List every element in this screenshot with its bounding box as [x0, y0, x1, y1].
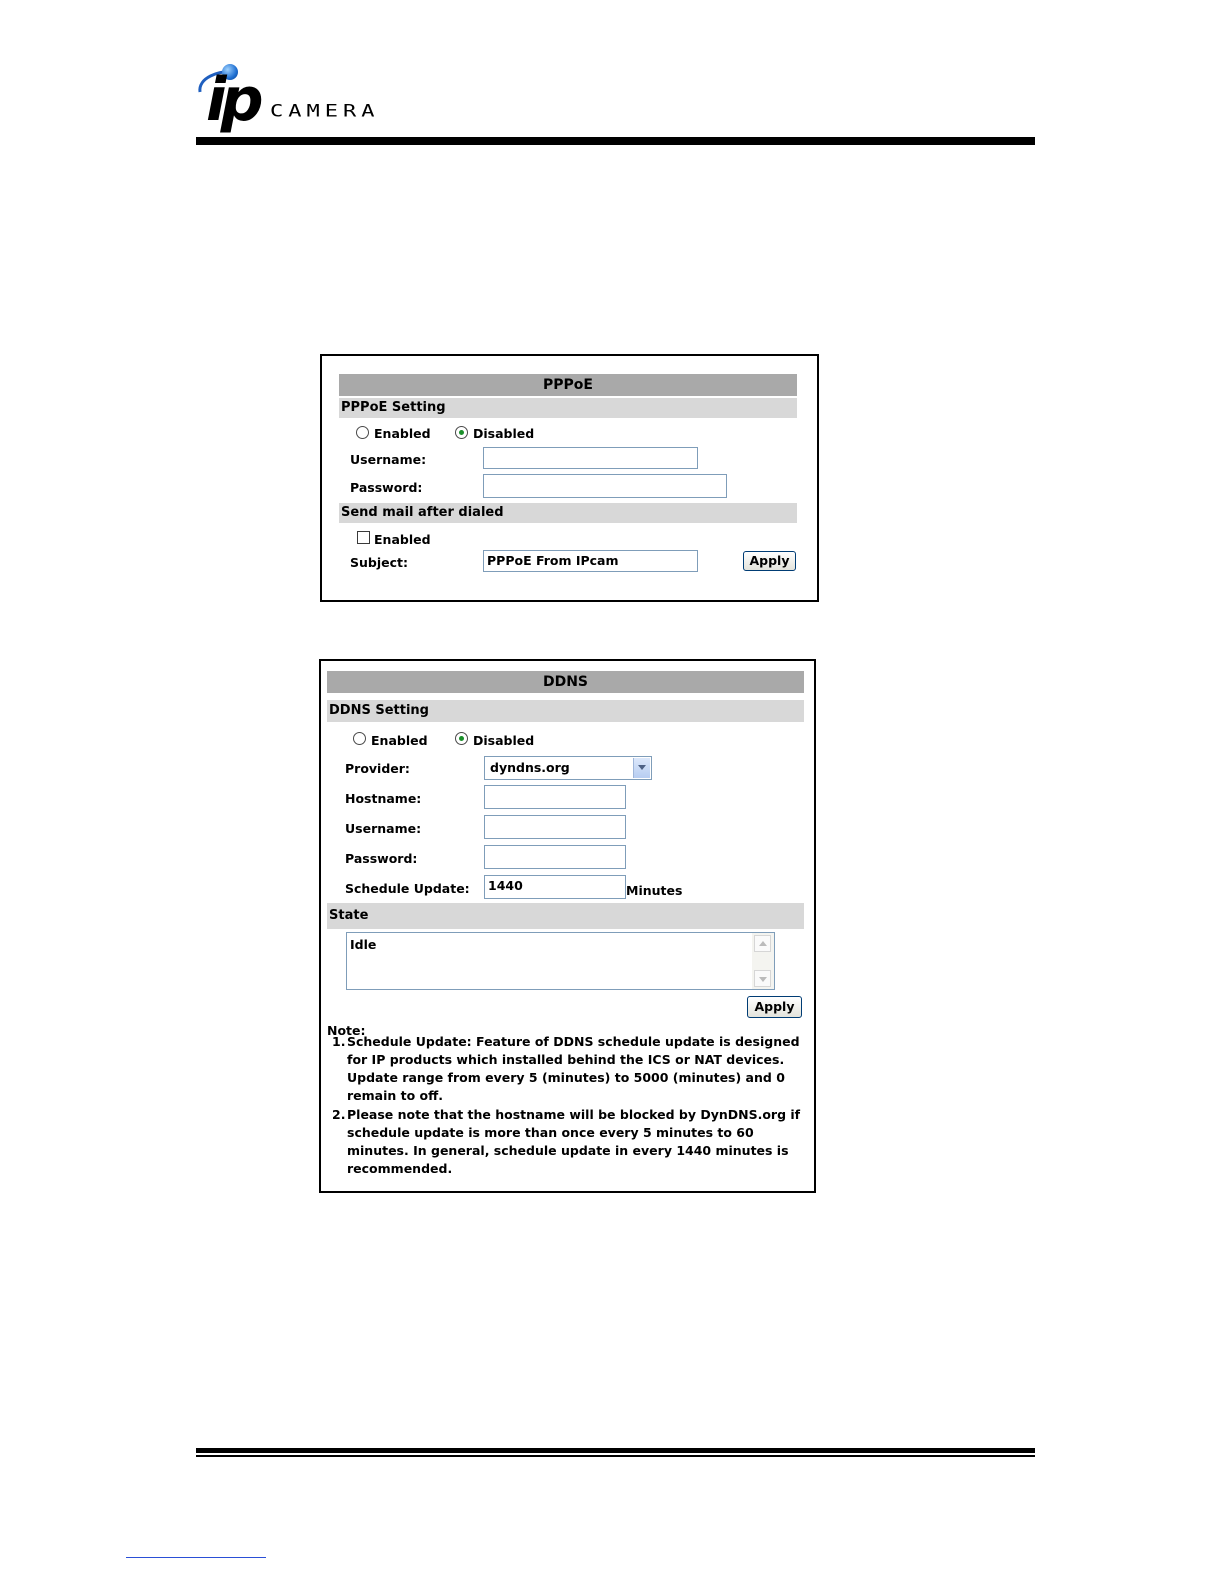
pppoe-password-input[interactable] [483, 474, 727, 498]
ddns-provider-label: Provider: [345, 761, 410, 776]
header-rule [196, 137, 1035, 145]
note-number: 2. [332, 1107, 346, 1122]
ddns-panel [319, 659, 816, 1193]
schedule-update-input[interactable]: 1440 [484, 875, 626, 899]
note-list [329, 1033, 807, 1179]
pppoe-disabled-label: Disabled [473, 426, 535, 441]
schedule-unit-label: Minutes [626, 883, 683, 898]
pppoe-subject-label: Subject: [350, 555, 408, 570]
ddns-enabled-radio[interactable] [353, 732, 366, 745]
pppoe-enabled-radio[interactable] [356, 426, 369, 439]
chevron-up-icon [759, 941, 767, 946]
mail-enabled-label: Enabled [374, 532, 431, 547]
ddns-hostname-input[interactable] [484, 785, 626, 809]
ddns-username-input[interactable] [484, 815, 626, 839]
scroll-up-button[interactable] [754, 935, 771, 952]
pppoe-username-input[interactable] [483, 447, 698, 469]
mail-enabled-checkbox[interactable] [357, 531, 370, 544]
ddns-state-header: State [327, 903, 804, 929]
ddns-enabled-label: Enabled [371, 733, 428, 748]
provider-select-value: dyndns.org [490, 760, 570, 775]
pppoe-apply-button[interactable]: Apply [743, 551, 796, 571]
footer-link-underline [126, 1557, 266, 1558]
pppoe-subject-input[interactable]: PPPoE From IPcam [483, 550, 698, 572]
ip-camera-logo [196, 64, 436, 140]
ddns-password-label: Password: [345, 851, 418, 866]
logo-ip-text: ip [206, 65, 258, 135]
ddns-title: DDNS [327, 671, 804, 693]
footer-rule [196, 1448, 1035, 1453]
state-scrollbar[interactable] [752, 933, 774, 989]
scroll-down-button[interactable] [754, 970, 771, 987]
ddns-disabled-label: Disabled [473, 733, 535, 748]
ddns-hostname-label: Hostname: [345, 791, 422, 806]
footer-rule-thin [196, 1455, 1035, 1457]
logo-camera-text: CAMERA [270, 102, 380, 121]
chevron-down-icon[interactable] [633, 758, 650, 778]
note-text: Please note that the hostname will be blocked by DynDNS.org if schedule update is more than once every 5 minutes to 60 minutes. In general, schedule update in every 1440 minutes is recommended. [347, 1107, 801, 1176]
pppoe-mail-header: Send mail after dialed [339, 503, 797, 523]
ddns-username-label: Username: [345, 821, 422, 836]
pppoe-enabled-label: Enabled [374, 426, 431, 441]
note-label: Note: [327, 1023, 366, 1038]
ddns-apply-button[interactable]: Apply [747, 996, 802, 1018]
pppoe-panel [320, 354, 819, 602]
schedule-update-label: Schedule Update: [345, 881, 470, 896]
pppoe-username-label: Username: [350, 452, 427, 467]
ddns-password-input[interactable] [484, 845, 626, 869]
pppoe-title: PPPoE [339, 374, 797, 396]
state-textarea[interactable] [346, 932, 775, 990]
pppoe-setting-header: PPPoE Setting [339, 398, 797, 418]
chevron-down-icon [759, 977, 767, 982]
note-number: 1. [332, 1034, 346, 1049]
ddns-disabled-radio[interactable] [455, 732, 468, 745]
pppoe-disabled-radio[interactable] [455, 426, 468, 439]
ddns-setting-header: DDNS Setting [327, 700, 804, 722]
note-item [329, 1106, 807, 1178]
pppoe-password-label: Password: [350, 480, 423, 495]
note-text: Schedule Update: Feature of DDNS schedule update is designed for IP products which installed behind the ICS or NAT devices. Update range from every 5 (minutes) to 5000 (minutes) and 0 remain to off. [347, 1034, 800, 1103]
note-item [329, 1033, 807, 1105]
provider-select[interactable] [484, 756, 652, 780]
state-value: Idle [350, 937, 377, 952]
